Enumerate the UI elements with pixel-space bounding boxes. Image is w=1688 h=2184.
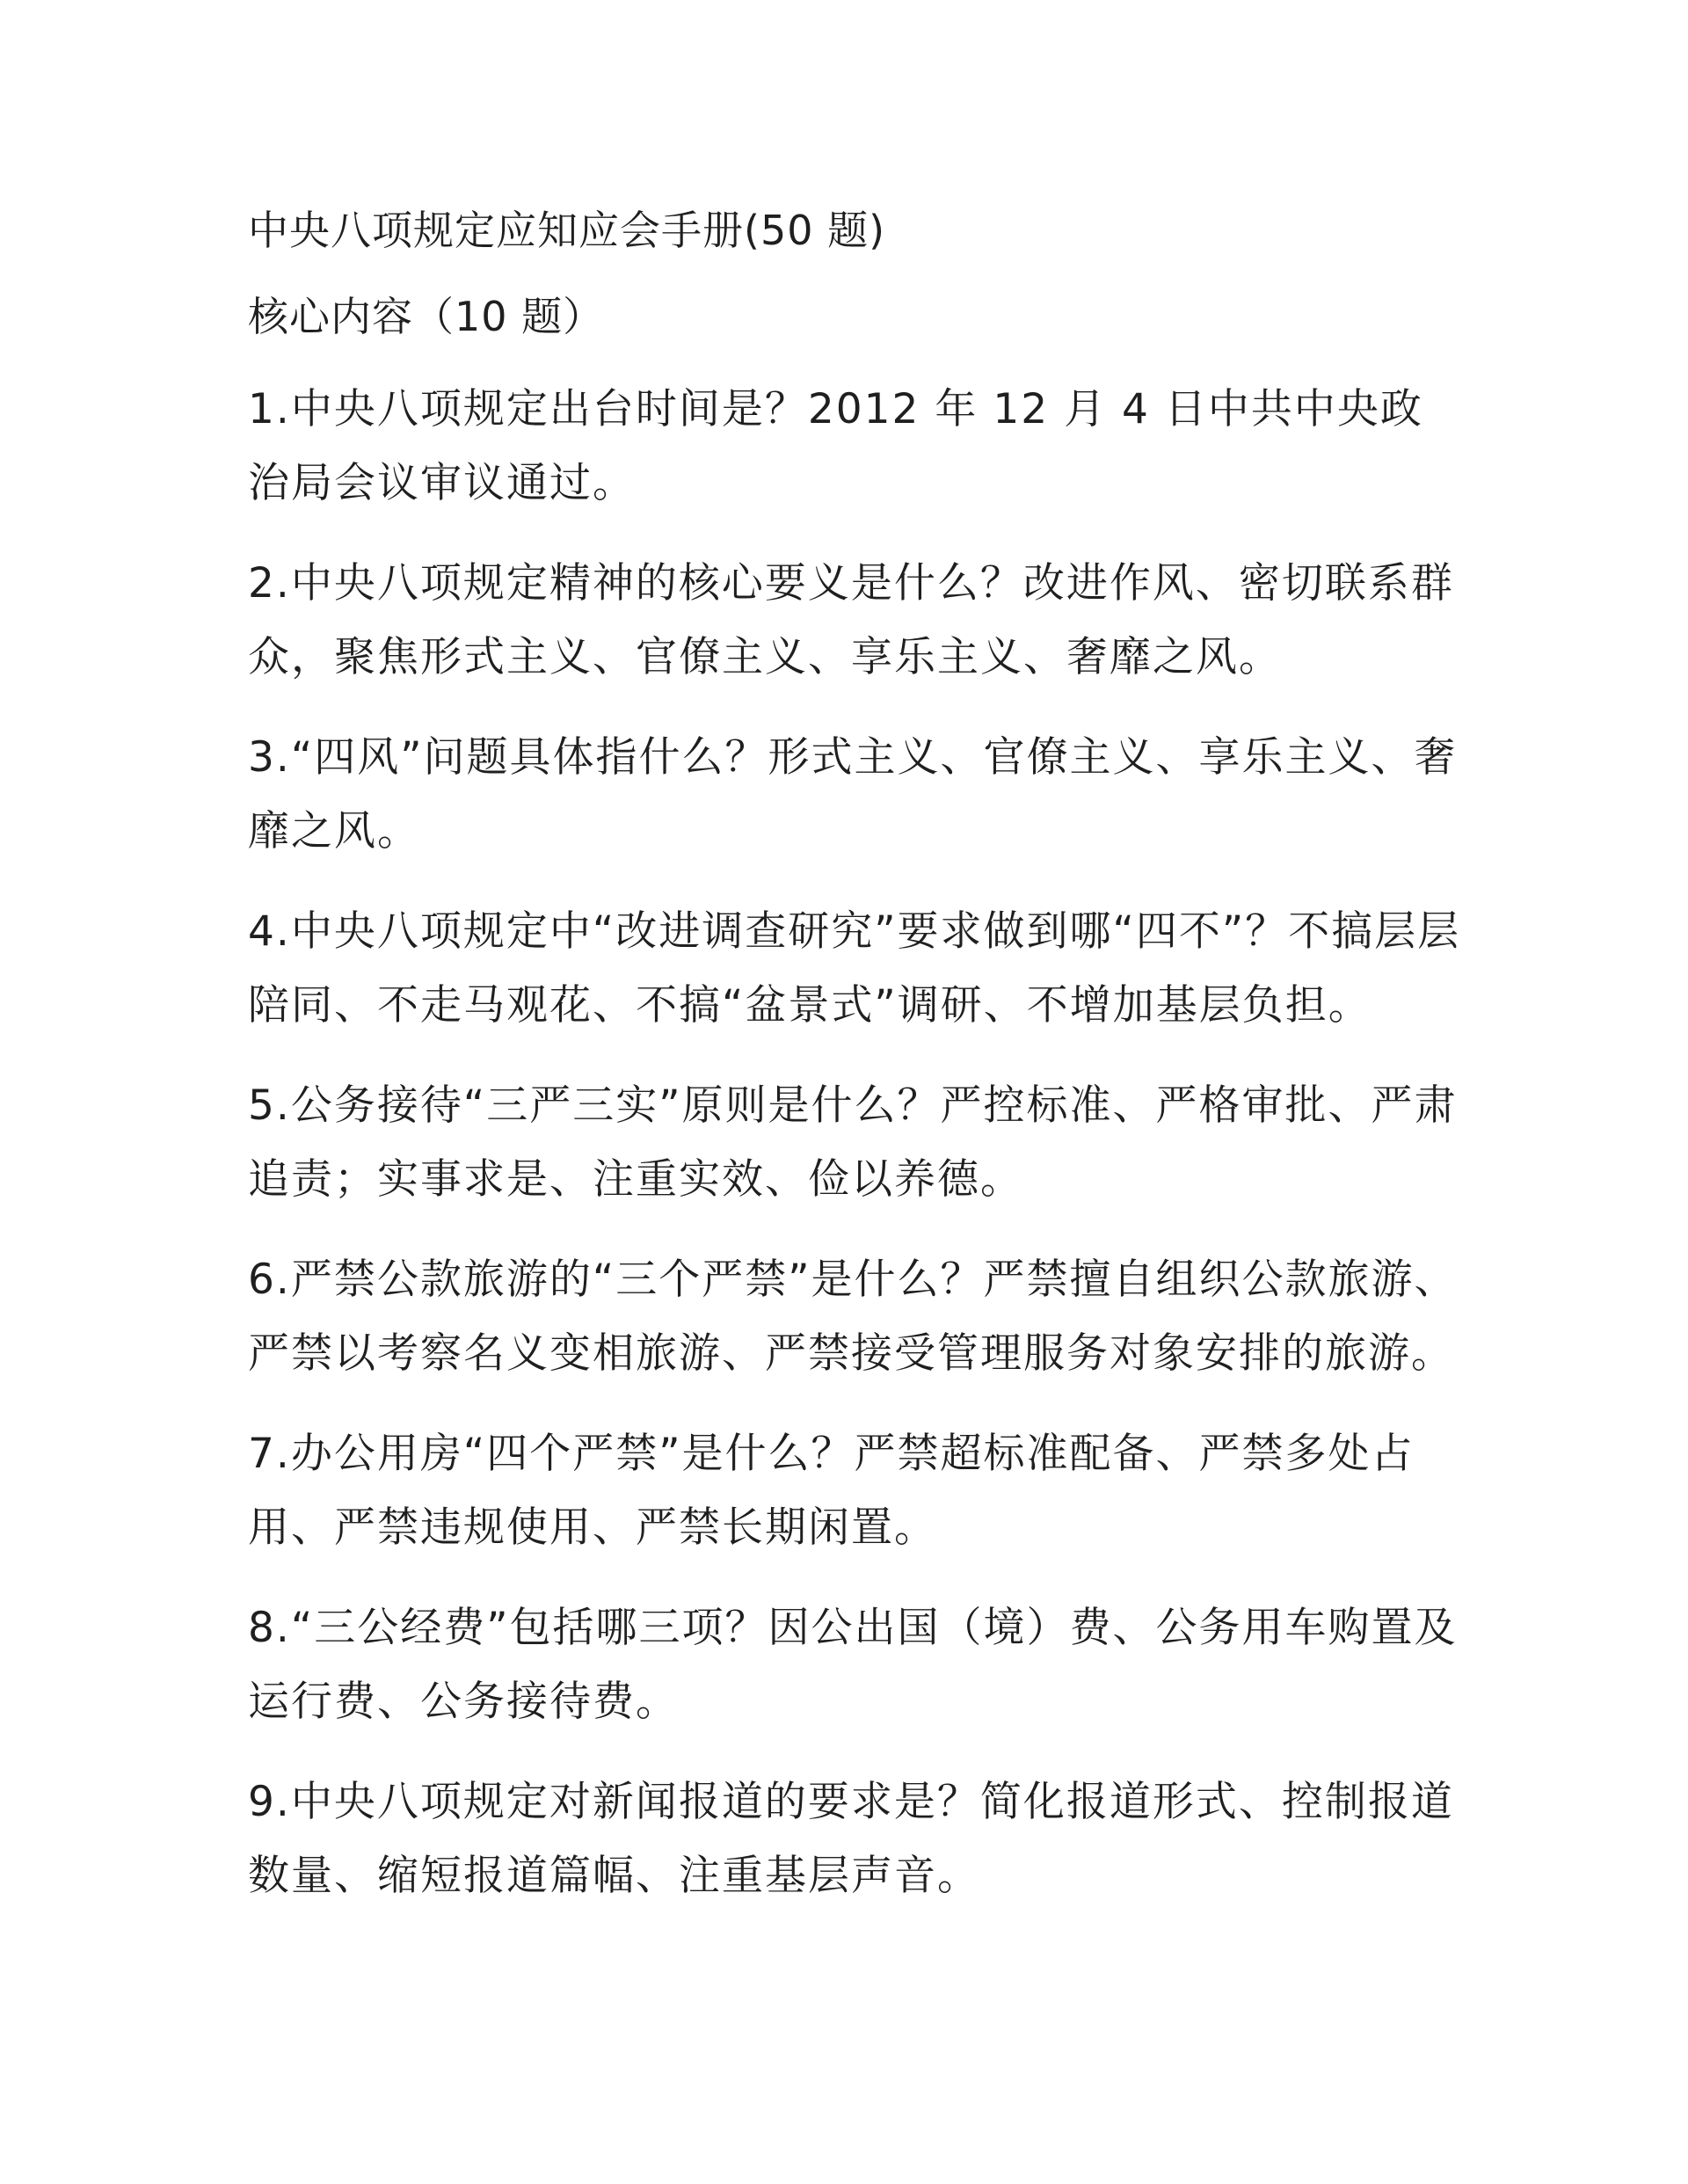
question-item-9: 9.中央八项规定对新闻报道的要求是？简化报道形式、控制报道数量、缩短报道篇幅、注重基层声音。 <box>248 1778 1454 1900</box>
question-item-1: 1.中央八项规定出台时间是？2012 年 12 月 4 日中共中央政治局会议审议通过。 <box>248 385 1423 507</box>
document-title: 中央八项规定应知应会手册(50 题) <box>248 207 886 254</box>
question-item-4: 4.中央八项规定中“改进调查研究”要求做到哪“四不”？不搞层层陪同、不走马观花、不搞“盆景式”调研、不增加基层负担。 <box>248 907 1461 1030</box>
question-item-6: 6.严禁公款旅游的“三个严禁”是什么？严禁擅自组织公款旅游、严禁以考察名义变相旅游、严禁接受管理服务对象安排的旅游。 <box>248 1256 1458 1378</box>
question-item-5: 5.公务接待“三严三实”原则是什么？严控标准、严格审批、严肃追责；实事求是、注重实效、俭以养德。 <box>248 1081 1458 1204</box>
question-item-2: 2.中央八项规定精神的核心要义是什么？改进作风、密切联系群众，聚焦形式主义、官僚主义、享乐主义、奢靡之风。 <box>248 559 1454 681</box>
question-item-8: 8.“三公经费”包括哪三项？因公出国（境）费、公务用车购置及运行费、公务接待费。 <box>248 1604 1458 1726</box>
document-body <box>248 195 1461 1940</box>
question-item-3: 3.“四风”问题具体指什么？形式主义、官僚主义、享乐主义、奢靡之风。 <box>248 733 1458 855</box>
section-heading: 核心内容（10 题） <box>248 293 605 340</box>
question-item-7: 7.办公用房“四个严禁”是什么？严禁超标准配备、严禁多处占用、严禁违规使用、严禁长期闲置。 <box>248 1430 1415 1552</box>
